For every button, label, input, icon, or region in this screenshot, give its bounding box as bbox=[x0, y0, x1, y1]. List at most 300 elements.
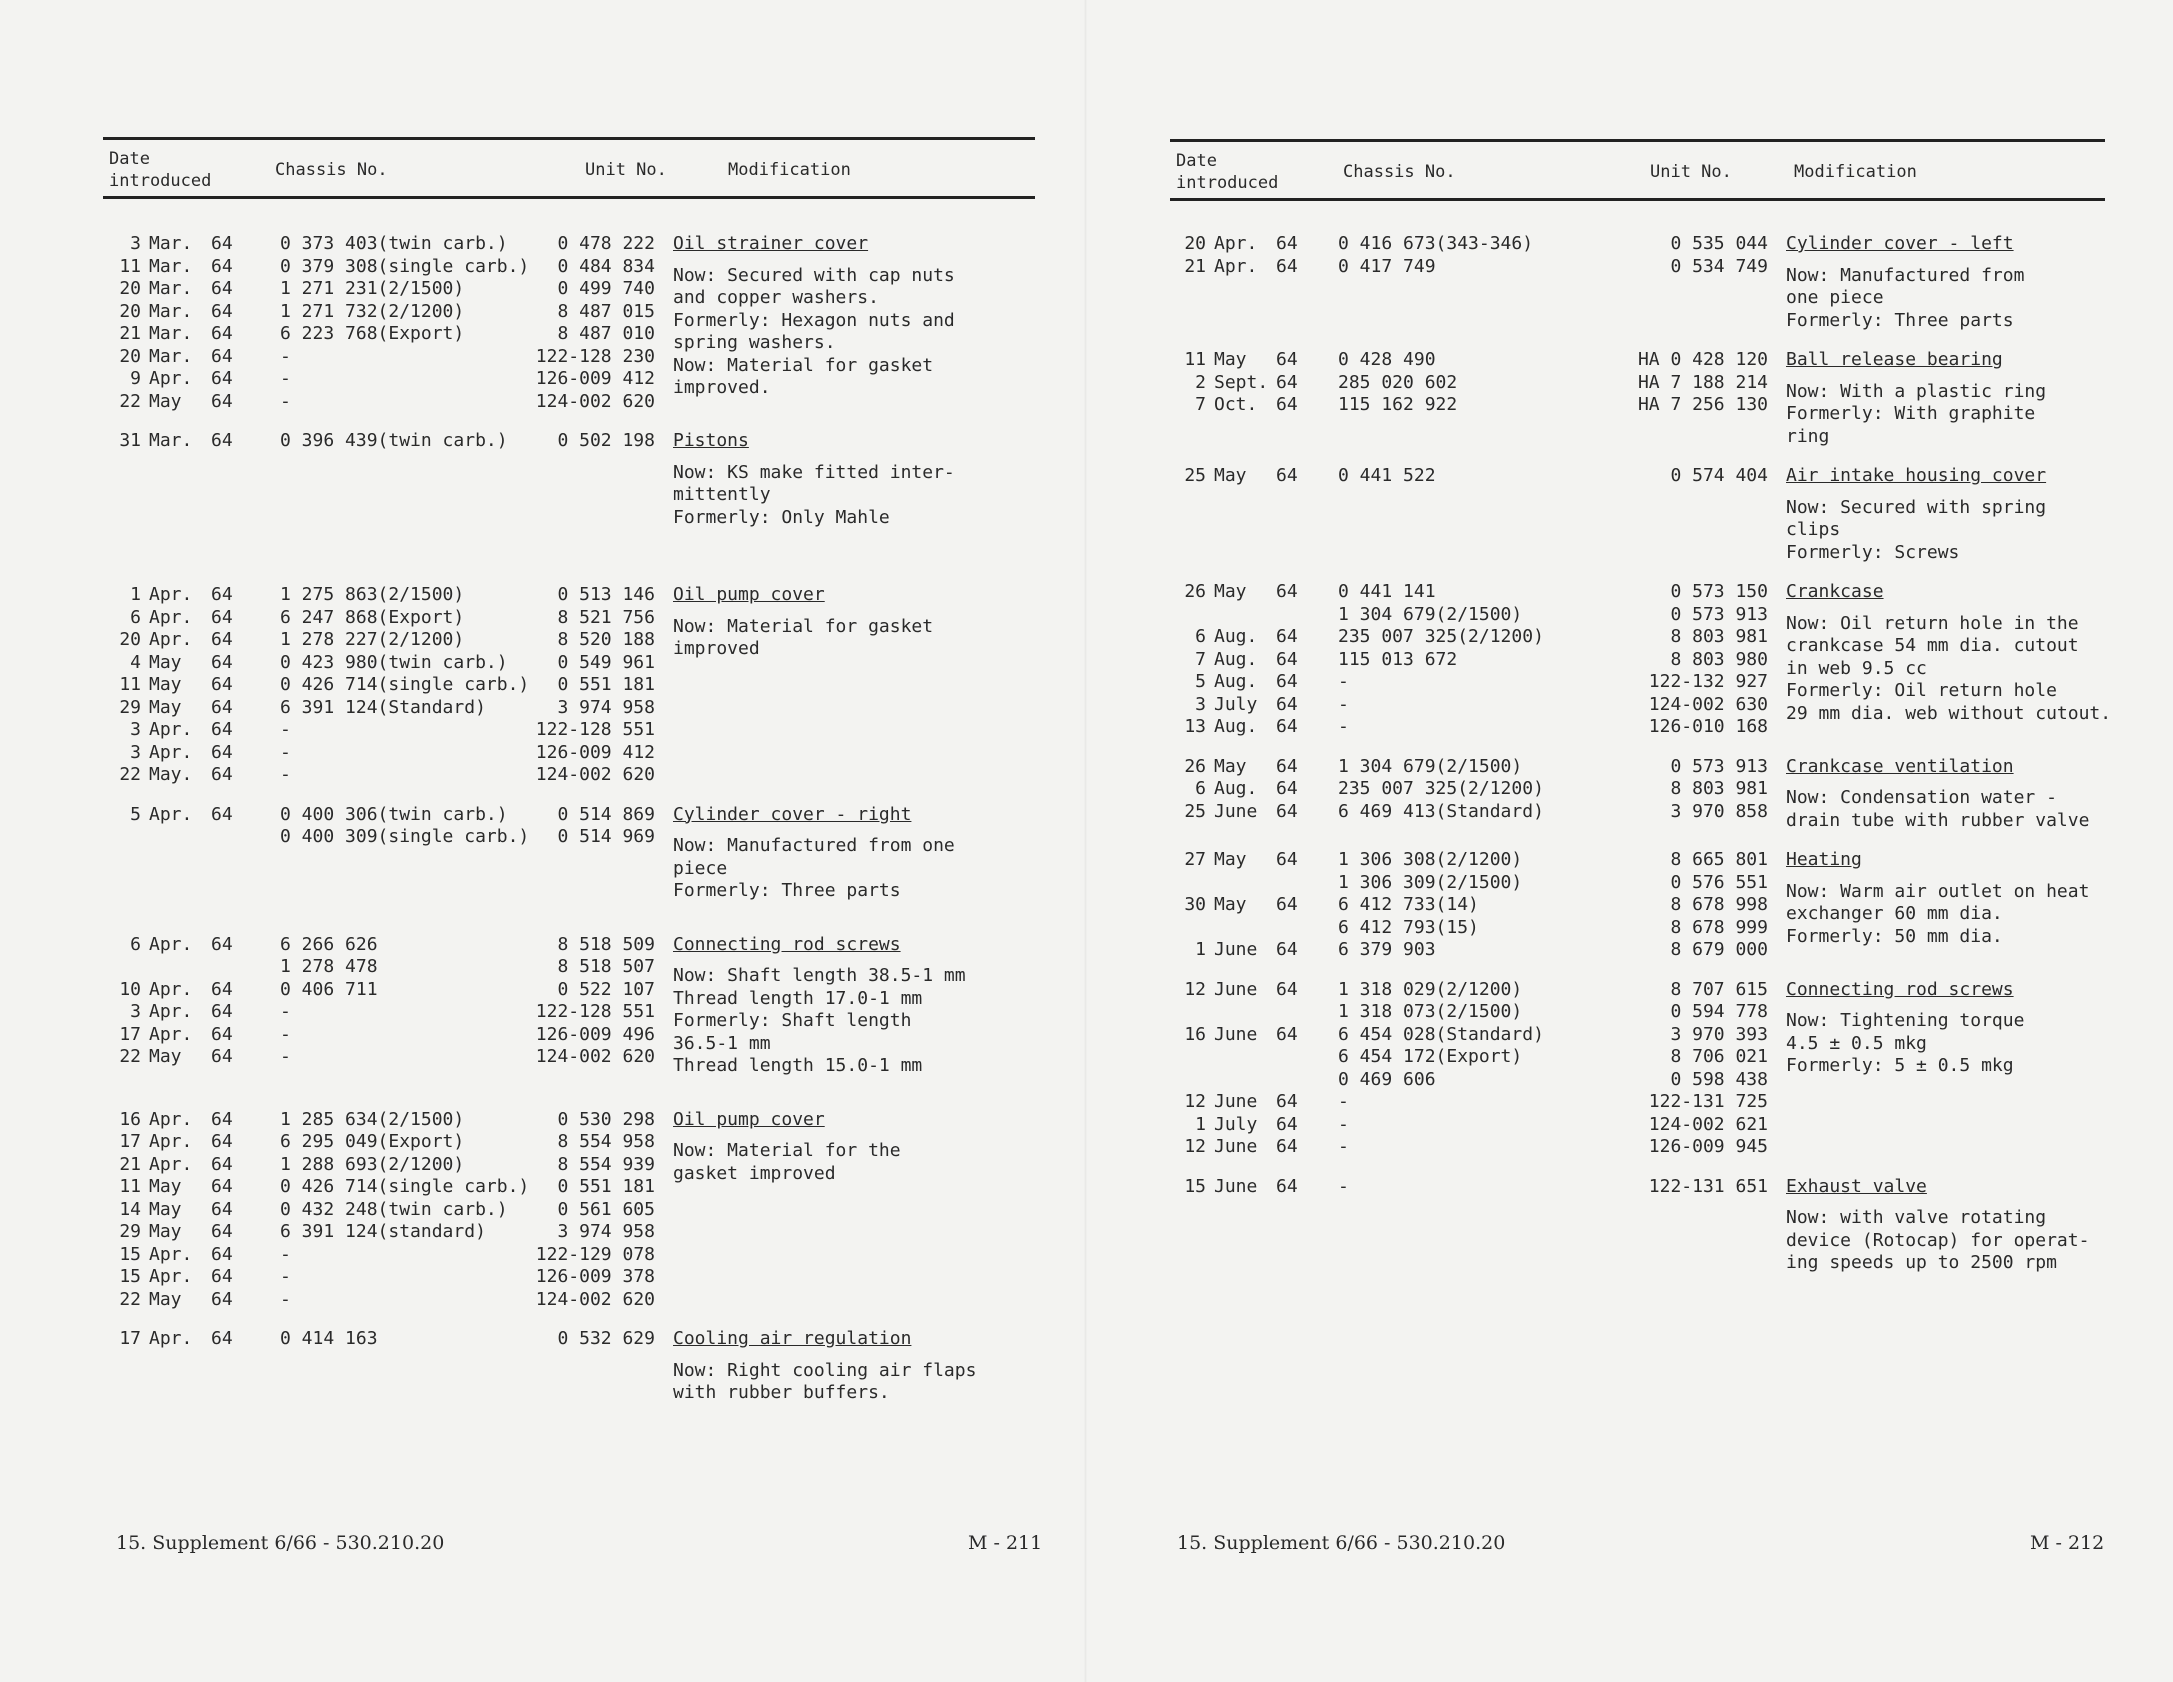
modification-title: Ball release bearing bbox=[1786, 349, 2003, 370]
date-introduced bbox=[105, 1266, 280, 1289]
chassis-number: 235 007 325(2/1200) bbox=[1338, 626, 1544, 647]
date-introduced bbox=[105, 1328, 280, 1351]
date-month: Mar. bbox=[149, 255, 193, 277]
date-day: 15 bbox=[119, 1266, 141, 1287]
date-month: Apr. bbox=[149, 933, 193, 955]
date-month: June bbox=[1214, 1136, 1258, 1157]
date-year: 64 bbox=[211, 368, 233, 389]
chassis-column bbox=[280, 233, 530, 413]
date-day: 1 bbox=[1195, 939, 1206, 960]
date-year: 64 bbox=[1276, 648, 1298, 670]
date-introduced bbox=[1170, 1024, 1338, 1047]
unit-number: 126-009 945 bbox=[1648, 1136, 1768, 1157]
unit-number: 0 573 150 bbox=[1670, 581, 1768, 602]
chassis-number: 6 412 733(14) bbox=[1338, 894, 1479, 915]
date-introduced bbox=[105, 256, 280, 279]
unit-number: 122-131 725 bbox=[1648, 1091, 1768, 1112]
date-day: 30 bbox=[1184, 894, 1206, 915]
date-month: July bbox=[1214, 1113, 1258, 1135]
date-month: Apr. bbox=[149, 1243, 193, 1265]
date-column bbox=[1170, 979, 1338, 1159]
date-day: 11 bbox=[119, 1176, 141, 1197]
modification-column bbox=[655, 430, 1045, 529]
date-introduced bbox=[105, 346, 280, 369]
unit-number: 124-002 620 bbox=[535, 390, 655, 412]
chassis-number: 115 013 672 bbox=[1338, 648, 1458, 670]
date-year: 64 bbox=[1276, 581, 1298, 602]
date-column bbox=[105, 584, 280, 787]
chassis-number: 6 295 049(Export) bbox=[280, 1131, 465, 1152]
entry-row bbox=[105, 430, 1045, 529]
unit-number: 8 678 999 bbox=[1670, 916, 1768, 938]
date-day: 17 bbox=[119, 1023, 141, 1045]
date-month: May. bbox=[149, 764, 193, 785]
date-introduced bbox=[1170, 233, 1338, 256]
date-introduced bbox=[105, 674, 280, 697]
date-year: 64 bbox=[211, 1243, 233, 1265]
modification-title: Heating bbox=[1786, 849, 1862, 870]
date-day: 11 bbox=[1184, 349, 1206, 370]
modification-title: Crankcase ventilation bbox=[1786, 755, 2014, 777]
chassis-column bbox=[1338, 849, 1581, 962]
date-day: 5 bbox=[1195, 671, 1206, 692]
chassis-column bbox=[280, 430, 520, 453]
chassis-number: - bbox=[280, 1243, 291, 1265]
unit-column bbox=[520, 233, 655, 413]
modification-description: mittently bbox=[673, 484, 771, 505]
unit-column bbox=[1581, 465, 1768, 488]
date-month: Oct. bbox=[1214, 394, 1258, 415]
modification-description: Now: With a plastic ring bbox=[1786, 380, 2047, 402]
chassis-number: 6 391 124(Standard) bbox=[280, 696, 486, 718]
date-year: 64 bbox=[211, 584, 233, 605]
unit-number: 0 598 438 bbox=[1670, 1068, 1768, 1090]
chassis-number: - bbox=[1338, 1091, 1349, 1112]
modification-description: spring washers. bbox=[673, 332, 836, 353]
modification-description: with rubber buffers. bbox=[673, 1382, 890, 1403]
date-year: 64 bbox=[211, 674, 233, 695]
date-month: June bbox=[1214, 978, 1258, 1000]
modification-description: Formerly: Screws bbox=[1786, 541, 1960, 563]
unit-number: 0 514 969 bbox=[557, 826, 655, 847]
chassis-number: - bbox=[280, 1046, 291, 1067]
date-introduced bbox=[1170, 465, 1338, 488]
chassis-number: - bbox=[1338, 1175, 1349, 1197]
date-year: 64 bbox=[1276, 755, 1298, 777]
date-introduced bbox=[105, 1199, 280, 1222]
date-month: May bbox=[149, 1176, 182, 1197]
unit-number: 3 970 858 bbox=[1670, 800, 1768, 822]
unit-number: 8 520 188 bbox=[557, 629, 655, 650]
modification-column bbox=[655, 934, 1045, 1078]
date-column bbox=[1170, 756, 1338, 824]
date-year: 64 bbox=[1276, 1175, 1298, 1197]
date-month: June bbox=[1214, 1023, 1258, 1045]
unit-number: 8 554 939 bbox=[557, 1153, 655, 1175]
date-year: 64 bbox=[211, 606, 233, 628]
modification-entry bbox=[105, 1328, 1045, 1405]
date-month: May bbox=[1214, 581, 1247, 602]
modification-description: Now: Material for the bbox=[673, 1140, 901, 1161]
date-introduced bbox=[105, 697, 280, 720]
footer-page-number: M - 211 bbox=[968, 1532, 1043, 1554]
modification-title: Oil strainer cover bbox=[673, 233, 869, 254]
date-day: 16 bbox=[119, 1108, 141, 1130]
chassis-column bbox=[280, 803, 530, 849]
modification-column bbox=[1768, 849, 2170, 948]
date-introduced bbox=[105, 804, 280, 827]
date-year: 64 bbox=[211, 1153, 233, 1175]
date-column bbox=[105, 1328, 280, 1351]
chassis-number: - bbox=[280, 741, 291, 763]
modification-description: Now: Warm air outlet on heat bbox=[1786, 880, 2090, 902]
modification-description: Formerly: Three parts bbox=[1786, 309, 2014, 331]
unit-number: 124-002 620 bbox=[535, 764, 655, 785]
unit-number: 126-009 496 bbox=[535, 1023, 655, 1045]
date-day: 4 bbox=[130, 651, 141, 673]
entry-row bbox=[1170, 349, 2170, 448]
date-introduced bbox=[1170, 1114, 1338, 1137]
date-day: 1 bbox=[1195, 1113, 1206, 1135]
date-year: 64 bbox=[211, 719, 233, 740]
modification-description: Thread length 15.0-1 mm bbox=[673, 1055, 923, 1076]
date-day: 20 bbox=[119, 345, 141, 367]
header-unit: Unit No. bbox=[585, 160, 667, 180]
header-unit: Unit No. bbox=[1650, 162, 1732, 182]
table-header bbox=[1170, 139, 2105, 201]
date-introduced bbox=[105, 979, 280, 1002]
date-year: 64 bbox=[1276, 349, 1298, 370]
chassis-column bbox=[1338, 756, 1581, 824]
date-month: May bbox=[1214, 894, 1247, 915]
unit-number: 0 551 181 bbox=[557, 1176, 655, 1197]
date-month: May bbox=[149, 651, 182, 673]
chassis-number: 0 400 306(twin carb.) bbox=[280, 803, 508, 825]
unit-number: 8 706 021 bbox=[1670, 1046, 1768, 1067]
date-month: Mar. bbox=[149, 300, 193, 322]
modification-entry bbox=[1170, 756, 2170, 833]
date-month: Apr. bbox=[1214, 233, 1258, 254]
date-month: Apr. bbox=[149, 584, 193, 605]
modification-title: Cooling air regulation bbox=[673, 1328, 912, 1349]
date-month: June bbox=[1214, 800, 1258, 822]
date-day: 9 bbox=[130, 368, 141, 389]
date-month: Apr. bbox=[149, 1001, 193, 1022]
unit-number: 126-010 168 bbox=[1648, 716, 1768, 737]
date-introduced bbox=[105, 1001, 280, 1024]
entry-row bbox=[1170, 1176, 2170, 1275]
date-year: 64 bbox=[211, 741, 233, 763]
modification-column bbox=[1768, 581, 2170, 725]
unit-number: 126-009 378 bbox=[535, 1266, 655, 1287]
modification-description: Now: Shaft length 38.5-1 mm bbox=[673, 965, 966, 986]
right-page bbox=[1086, 0, 2173, 1682]
modification-column bbox=[1768, 979, 2170, 1078]
unit-number: 8 679 000 bbox=[1670, 939, 1768, 960]
chassis-number: - bbox=[280, 1266, 291, 1287]
date-month: May bbox=[1214, 465, 1247, 486]
date-introduced bbox=[105, 764, 280, 787]
modification-entry bbox=[1170, 979, 2170, 1159]
date-month: Mar. bbox=[149, 233, 193, 254]
table-header bbox=[103, 137, 1035, 199]
date-column bbox=[1170, 1176, 1338, 1199]
unit-number: 0 549 961 bbox=[557, 651, 655, 673]
chassis-number: - bbox=[1338, 693, 1349, 715]
unit-number: 0 576 551 bbox=[1670, 871, 1768, 893]
entry-row bbox=[1170, 581, 2170, 739]
date-year: 64 bbox=[211, 651, 233, 673]
entry-row bbox=[105, 584, 1045, 787]
chassis-column bbox=[280, 1328, 520, 1351]
date-month: Mar. bbox=[149, 323, 193, 344]
unit-number: 8 803 980 bbox=[1670, 648, 1768, 670]
unit-column bbox=[520, 1109, 655, 1312]
date-day: 22 bbox=[119, 390, 141, 412]
header-date-line2: introduced bbox=[1176, 173, 1279, 193]
date-year: 64 bbox=[1276, 371, 1298, 393]
modification-entry bbox=[105, 584, 1045, 787]
date-year: 64 bbox=[211, 390, 233, 412]
footer-page-number: M - 212 bbox=[2030, 1532, 2105, 1554]
chassis-number: 6 469 413(Standard) bbox=[1338, 800, 1544, 822]
date-column bbox=[105, 1109, 280, 1312]
date-day: 10 bbox=[119, 978, 141, 1000]
date-month: May bbox=[1214, 349, 1247, 370]
footer-supplement: 15. Supplement 6/66 - 530.210.20 bbox=[116, 1532, 445, 1554]
modification-entry bbox=[1170, 233, 2170, 332]
date-day: 17 bbox=[119, 1328, 141, 1349]
date-month: May bbox=[149, 696, 182, 718]
date-column bbox=[1170, 849, 1338, 962]
date-month: Apr. bbox=[149, 1108, 193, 1130]
chassis-number: 0 379 308(single carb.) bbox=[280, 255, 530, 277]
date-day: 20 bbox=[1184, 233, 1206, 254]
chassis-number: - bbox=[280, 719, 291, 740]
modification-description: ing speeds up to 2500 rpm bbox=[1786, 1252, 2057, 1273]
modification-description: Formerly: 5 ± 0.5 mkg bbox=[1786, 1055, 2014, 1076]
date-introduced bbox=[1170, 372, 1338, 395]
chassis-number: - bbox=[280, 368, 291, 389]
date-year: 64 bbox=[211, 696, 233, 718]
modification-description: clips bbox=[1786, 519, 1841, 540]
unit-number: 8 707 615 bbox=[1670, 978, 1768, 1000]
modification-title: Connecting rod screws bbox=[673, 933, 901, 955]
date-month: Apr. bbox=[149, 741, 193, 763]
modification-list bbox=[1170, 233, 2170, 1292]
chassis-number: 0 441 522 bbox=[1338, 465, 1436, 486]
chassis-number: 0 396 439(twin carb.) bbox=[280, 430, 508, 451]
entry-row bbox=[105, 1328, 1045, 1405]
chassis-number: 1 288 693(2/1200) bbox=[280, 1153, 465, 1175]
chassis-number: 1 306 308(2/1200) bbox=[1338, 849, 1523, 870]
date-introduced bbox=[1170, 1069, 1338, 1092]
left-page bbox=[0, 0, 1086, 1682]
date-day: 3 bbox=[1195, 693, 1206, 715]
date-day: 6 bbox=[1195, 626, 1206, 647]
unit-number: 0 534 749 bbox=[1670, 255, 1768, 277]
date-column bbox=[105, 430, 280, 453]
modification-description: Now: Condensation water - bbox=[1786, 787, 2057, 808]
chassis-number: 0 400 309(single carb.) bbox=[280, 826, 530, 847]
modification-description: gasket improved bbox=[673, 1162, 836, 1184]
modification-description: drain tube with rubber valve bbox=[1786, 809, 2090, 831]
date-day: 29 bbox=[119, 696, 141, 718]
date-month: Aug. bbox=[1214, 648, 1258, 670]
date-day: 21 bbox=[119, 1153, 141, 1175]
unit-number: 8 487 015 bbox=[557, 300, 655, 322]
modification-description: Now: Secured with spring bbox=[1786, 496, 2047, 518]
unit-number: 0 551 181 bbox=[557, 674, 655, 695]
unit-number: 0 484 834 bbox=[557, 255, 655, 277]
date-column bbox=[1170, 349, 1338, 417]
date-introduced bbox=[105, 956, 280, 979]
modification-entry bbox=[1170, 1176, 2170, 1275]
date-introduced bbox=[1170, 394, 1338, 417]
date-introduced bbox=[105, 233, 280, 256]
chassis-column bbox=[280, 584, 530, 787]
date-month: Apr. bbox=[149, 1153, 193, 1175]
date-day: 13 bbox=[1184, 716, 1206, 737]
date-column bbox=[105, 233, 280, 413]
chassis-column bbox=[280, 1108, 530, 1312]
modification-description: 36.5-1 mm bbox=[673, 1032, 771, 1054]
unit-number: 8 665 801 bbox=[1670, 849, 1768, 870]
modification-description: exchanger 60 mm dia. bbox=[1786, 903, 2003, 924]
chassis-number: - bbox=[1338, 1113, 1349, 1135]
date-year: 64 bbox=[211, 978, 233, 1000]
date-introduced bbox=[1170, 872, 1338, 895]
date-month: Apr. bbox=[149, 606, 193, 628]
date-year: 64 bbox=[211, 1176, 233, 1197]
modification-description: Now: Oil return hole in the bbox=[1786, 612, 2079, 634]
modification-title: Air intake housing cover bbox=[1786, 465, 2047, 486]
date-year: 64 bbox=[211, 1288, 233, 1310]
date-year: 64 bbox=[1276, 939, 1298, 960]
chassis-number: 6 412 793(15) bbox=[1338, 916, 1479, 938]
date-year: 64 bbox=[211, 803, 233, 825]
chassis-number: 115 162 922 bbox=[1338, 394, 1458, 415]
date-day: 26 bbox=[1184, 755, 1206, 777]
chassis-number: 0 426 714(single carb.) bbox=[280, 674, 530, 695]
chassis-number: 0 414 163 bbox=[280, 1328, 378, 1349]
date-column bbox=[105, 804, 280, 849]
modification-description: Now: Manufactured from bbox=[1786, 264, 2025, 286]
modification-description: Now: Material for gasket bbox=[673, 354, 934, 376]
date-column bbox=[105, 934, 280, 1069]
date-year: 64 bbox=[211, 345, 233, 367]
modification-title: Connecting rod screws bbox=[1786, 978, 2014, 1000]
date-day: 21 bbox=[119, 323, 141, 344]
date-day: 6 bbox=[1195, 778, 1206, 799]
date-month: Aug. bbox=[1214, 626, 1258, 647]
date-month: Apr. bbox=[149, 1131, 193, 1152]
date-day: 17 bbox=[119, 1131, 141, 1152]
date-day: 12 bbox=[1184, 1136, 1206, 1157]
chassis-column bbox=[1338, 465, 1581, 488]
date-introduced bbox=[1170, 1136, 1338, 1159]
date-introduced bbox=[105, 1024, 280, 1047]
chassis-number: 1 271 732(2/1200) bbox=[280, 300, 465, 322]
date-day: 7 bbox=[1195, 648, 1206, 670]
date-month: June bbox=[1214, 1175, 1258, 1197]
chassis-number: 0 428 490 bbox=[1338, 349, 1436, 370]
date-day: 15 bbox=[119, 1243, 141, 1265]
date-introduced bbox=[1170, 716, 1338, 739]
unit-number: 0 502 198 bbox=[557, 430, 655, 451]
date-year: 64 bbox=[211, 629, 233, 650]
date-month: May bbox=[1214, 755, 1247, 777]
modification-entry bbox=[105, 934, 1045, 1078]
date-introduced bbox=[1170, 604, 1338, 627]
date-year: 64 bbox=[1276, 626, 1298, 647]
date-introduced bbox=[1170, 756, 1338, 779]
date-day: 20 bbox=[119, 278, 141, 299]
unit-number: 122-131 651 bbox=[1648, 1175, 1768, 1197]
date-introduced bbox=[105, 1046, 280, 1069]
chassis-number: 1 304 679(2/1500) bbox=[1338, 755, 1523, 777]
modification-title: Pistons bbox=[673, 430, 749, 451]
unit-number: 0 574 404 bbox=[1670, 465, 1768, 486]
entry-row bbox=[105, 1109, 1045, 1312]
modification-description: ring bbox=[1786, 425, 1830, 447]
date-column bbox=[1170, 233, 1338, 278]
date-year: 64 bbox=[1276, 716, 1298, 737]
date-month: Mar. bbox=[149, 430, 193, 451]
date-introduced bbox=[105, 368, 280, 391]
modification-title: Exhaust valve bbox=[1786, 1175, 1927, 1197]
chassis-column bbox=[1338, 979, 1581, 1159]
date-introduced bbox=[1170, 1001, 1338, 1024]
date-day: 5 bbox=[130, 803, 141, 825]
unit-column bbox=[520, 934, 655, 1069]
modification-column bbox=[1768, 349, 2170, 448]
modification-list bbox=[105, 233, 1045, 1422]
chassis-number: 0 416 673(343-346) bbox=[1338, 233, 1534, 254]
chassis-column bbox=[1338, 233, 1581, 278]
modification-description: Formerly: With graphite bbox=[1786, 403, 2036, 424]
date-year: 64 bbox=[211, 764, 233, 785]
modification-column bbox=[655, 1109, 1045, 1186]
modification-description: Formerly: Oil return hole bbox=[1786, 680, 2057, 701]
date-month: May bbox=[149, 1198, 182, 1220]
footer-supplement: 15. Supplement 6/66 - 530.210.20 bbox=[1177, 1532, 1506, 1554]
header-date-line2: introduced bbox=[109, 171, 212, 191]
modification-description: and copper washers. bbox=[673, 287, 879, 308]
chassis-number: 0 441 141 bbox=[1338, 581, 1436, 602]
unit-number: HA 7 188 214 bbox=[1637, 371, 1768, 393]
modification-description: in web 9.5 cc bbox=[1786, 657, 1927, 679]
chassis-number: 6 454 028(Standard) bbox=[1338, 1023, 1544, 1045]
modification-description: piece bbox=[673, 857, 728, 879]
chassis-number: 0 373 403(twin carb.) bbox=[280, 233, 508, 254]
date-introduced bbox=[105, 1131, 280, 1154]
unit-number: 8 554 958 bbox=[557, 1131, 655, 1152]
date-year: 64 bbox=[1276, 894, 1298, 915]
date-month: Apr. bbox=[149, 803, 193, 825]
chassis-number: 6 266 626 bbox=[280, 933, 378, 955]
date-month: Aug. bbox=[1214, 716, 1258, 737]
unit-number: 8 518 507 bbox=[557, 956, 655, 977]
date-column bbox=[1170, 581, 1338, 739]
unit-number: 3 970 393 bbox=[1670, 1023, 1768, 1045]
date-day: 6 bbox=[130, 606, 141, 628]
modification-title: Cylinder cover - right bbox=[673, 803, 912, 825]
modification-title: Oil pump cover bbox=[673, 584, 825, 605]
date-year: 64 bbox=[1276, 233, 1298, 254]
modification-entry bbox=[1170, 349, 2170, 448]
unit-number: 0 573 913 bbox=[1670, 603, 1768, 625]
